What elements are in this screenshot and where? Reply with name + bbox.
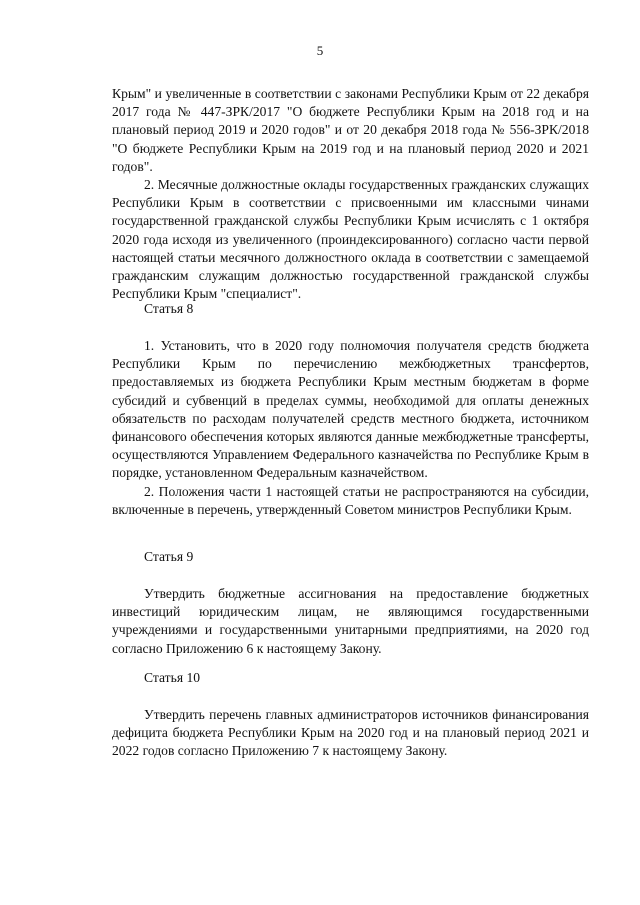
- article9-heading: Статья 9: [144, 549, 194, 564]
- article8-heading: Статья 8: [144, 301, 194, 316]
- article8-body: [112, 337, 589, 519]
- article10-body: [112, 706, 589, 761]
- article8-part2-paragraph: 2. Положения части 1 настоящей статьи не распространяются на субсидии, включенные в перечень, утвержденный Советом министров Республики Крым.: [112, 483, 589, 517]
- article10-heading: Статья 10: [144, 670, 201, 685]
- article8-part1-paragraph: 1. Установить, что в 2020 году полномочия получателя средств бюджета Республики Крым по перечислению межбюджетных трансфертов, предоставляемых из бюджета Республики Крым местным бюджетам в форме субсидий и субвенций в пределах суммы, необходимой для оплаты денежных обязательств по расходам получателей средств местного бюджета, источником финансового обеспечения которых являются данные межбюджетные трансферты, осуществляются Управлением Федерального казначейства по Республике Крым в порядке, установленном Федеральным казначейством.: [112, 338, 589, 481]
- continuation-paragraph: Крым" и увеличенные в соответствии с законами Республики Крым от 22 декабря 2017 года № 447-ЗРК/2017 "О бюджете Республики Крым на 2018 год и на плановый период 2019 и 2020 годов" и от 20 декабря 2018 года № 556-ЗРК/2018 "О бюджете Республики Крым на 2019 год и на плановый период 2020 и 2021 годов".: [112, 86, 589, 174]
- page-number: 5: [316, 43, 324, 58]
- article9-body: [112, 585, 589, 658]
- article7-continuation: [112, 85, 589, 303]
- article10-paragraph: Утвердить перечень главных администраторов источников финансирования дефицита бюджета Республики Крым на 2020 год и на плановый период 2021 и 2022 годов согласно Приложению 7 к настоящему Закону.: [112, 707, 589, 759]
- article7-part2-paragraph: 2. Месячные должностные оклады государственных гражданских служащих Республики Крым в соответствии с присвоенными им классными чинами государственной гражданской службы Республики Крым исчислять с 1 октября 2020 года исходя из увеличенного (проиндексированного) согласно части первой настоящей статьи месячного должностного оклада в соответствии с замещаемой гражданским служащим должностью государственной гражданской службы Республики Крым "специалист".: [112, 177, 589, 302]
- article9-paragraph: Утвердить бюджетные ассигнования на предоставление бюджетных инвестиций юридическим лицам, не являющимся государственными учреждениями и государственными унитарными предприятиями, на 2020 год согласно Приложению 6 к настоящему Закону.: [112, 586, 589, 656]
